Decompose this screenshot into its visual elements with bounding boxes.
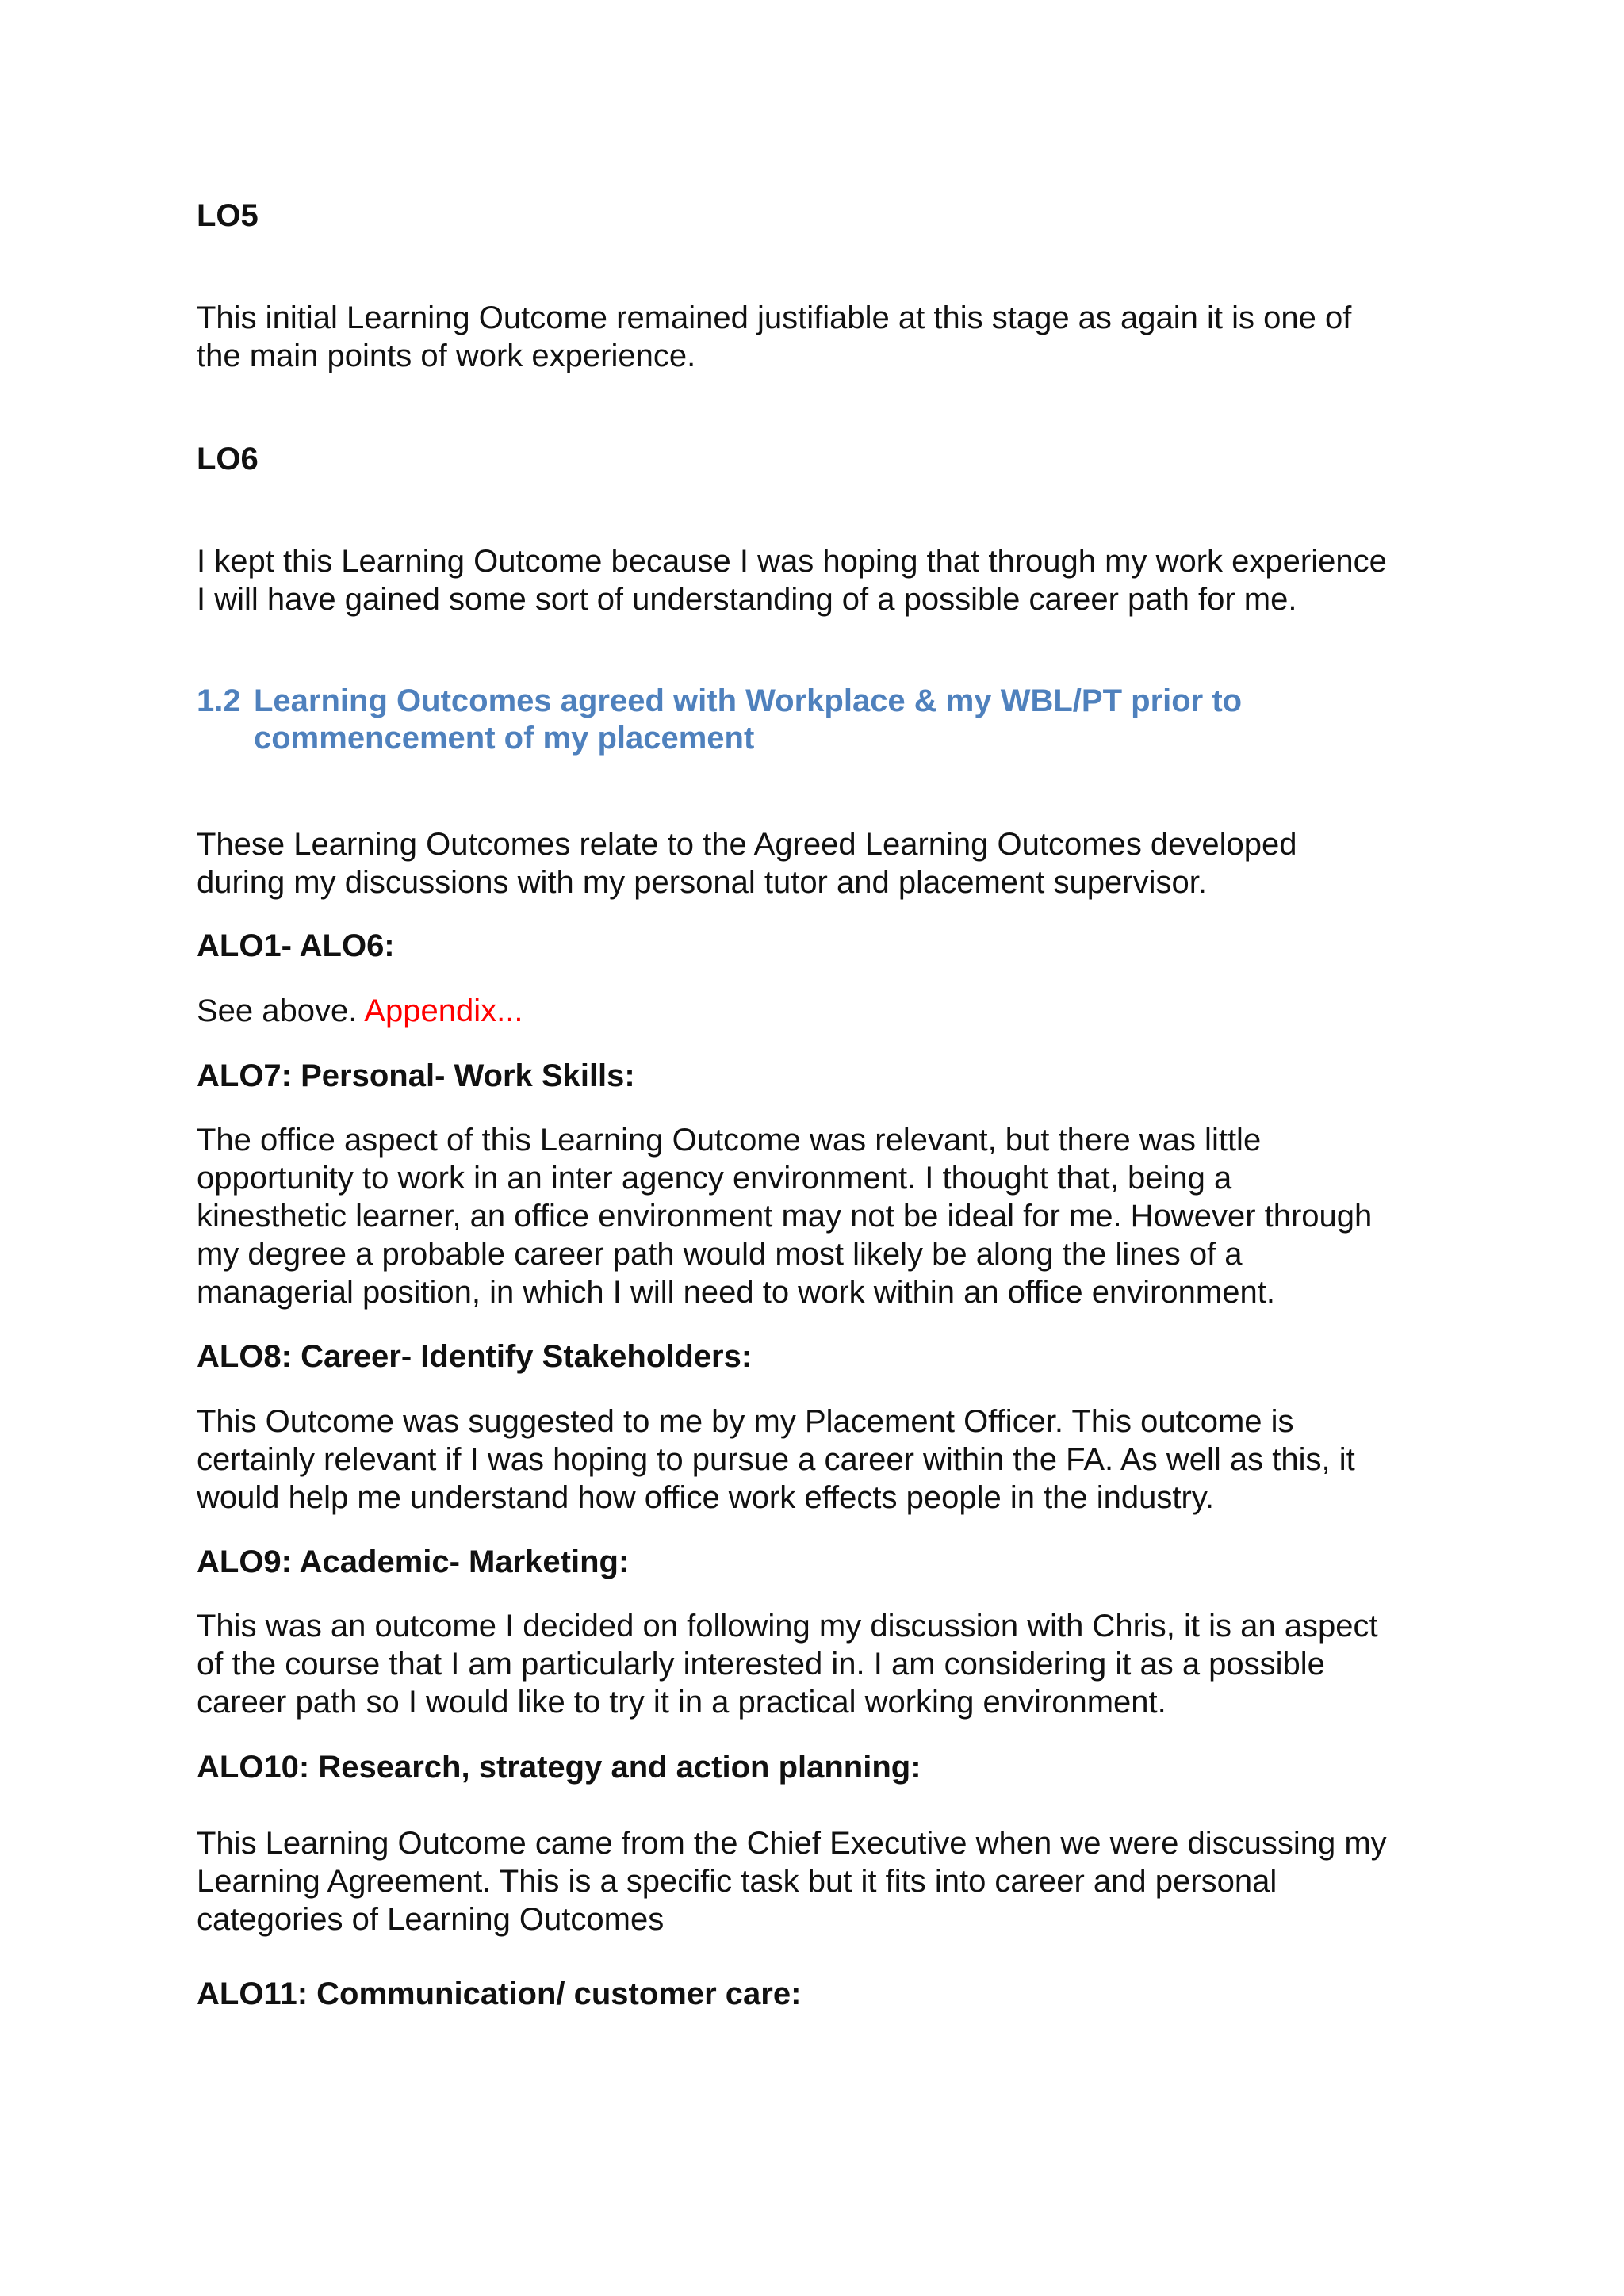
alo7-heading: ALO7: Personal- Work Skills: bbox=[197, 1058, 635, 1093]
lo6-line: I will have gained some sort of understanding of a possible career path for me. bbox=[197, 582, 1297, 617]
alo10-line: categories of Learning Outcomes bbox=[197, 1902, 665, 1937]
alo9-line: career path so I would like to try it in a practical working environment. bbox=[197, 1685, 1166, 1720]
alo9-line: of the course that I am particularly interested in. I am considering it as a possible bbox=[197, 1647, 1325, 1682]
section-heading bbox=[197, 683, 1450, 762]
lo5-line: This initial Learning Outcome remained justifiable at this stage as again it is one of bbox=[197, 300, 1352, 335]
lo5-line: the main points of work experience. bbox=[197, 339, 696, 373]
section-title-line: commencement of my placement bbox=[254, 721, 755, 756]
alo11-heading: ALO11: Communication/ customer care: bbox=[197, 1976, 802, 2011]
section-title bbox=[254, 683, 1242, 757]
alo9-heading: ALO9: Academic- Marketing: bbox=[197, 1544, 630, 1579]
lo6-paragraph bbox=[197, 542, 1450, 618]
alo9-line: This was an outcome I decided on following my discussion with Chris, it is an aspect bbox=[197, 1609, 1378, 1644]
alo7-line: kinesthetic learner, an office environment may not be ideal for me. However through bbox=[197, 1199, 1373, 1234]
alo10-line: Learning Agreement. This is a specific task but it fits into career and personal bbox=[197, 1864, 1277, 1899]
alo8-paragraph bbox=[197, 1402, 1450, 1517]
intro-paragraph bbox=[197, 825, 1450, 901]
section-title-line: Learning Outcomes agreed with Workplace & my WBL/PT prior to bbox=[254, 683, 1243, 718]
alo7-line: The office aspect of this Learning Outcome was relevant, but there was little bbox=[197, 1123, 1262, 1158]
alo1-6-paragraph bbox=[197, 992, 1450, 1030]
alo7-paragraph bbox=[197, 1121, 1450, 1311]
alo7-line: managerial position, in which I will need to work within an office environment. bbox=[197, 1275, 1275, 1310]
alo9-paragraph bbox=[197, 1607, 1450, 1721]
lo6-heading: LO6 bbox=[197, 442, 259, 476]
lo6-line: I kept this Learning Outcome because I was hoping that through my work experience bbox=[197, 544, 1387, 579]
alo1-6-text: See above. bbox=[197, 993, 365, 1028]
alo8-heading: ALO8: Career- Identify Stakeholders: bbox=[197, 1339, 753, 1374]
alo8-line: would help me understand how office work effects people in the industry. bbox=[197, 1480, 1214, 1515]
intro-line: These Learning Outcomes relate to the Agreed Learning Outcomes developed bbox=[197, 827, 1297, 862]
intro-line: during my discussions with my personal tutor and placement supervisor. bbox=[197, 865, 1207, 900]
appendix-link[interactable]: Appendix... bbox=[364, 993, 523, 1028]
alo7-line: my degree a probable career path would most likely be along the lines of a bbox=[197, 1237, 1243, 1272]
alo10-line: This Learning Outcome came from the Chief Executive when we were discussing my bbox=[197, 1826, 1387, 1861]
alo10-paragraph bbox=[197, 1824, 1450, 1938]
alo10-heading: ALO10: Research, strategy and action planning: bbox=[197, 1750, 921, 1785]
alo7-line: opportunity to work in an inter agency environment. I thought that, being a bbox=[197, 1161, 1232, 1196]
alo8-line: This Outcome was suggested to me by my Placement Officer. This outcome is bbox=[197, 1404, 1294, 1439]
section-number: 1.2 bbox=[197, 683, 241, 718]
alo1-6-heading: ALO1- ALO6: bbox=[197, 928, 395, 963]
lo5-paragraph bbox=[197, 299, 1450, 375]
lo5-heading: LO5 bbox=[197, 198, 259, 233]
alo8-line: certainly relevant if I was hoping to pursue a career within the FA. As well as this, it bbox=[197, 1442, 1355, 1477]
